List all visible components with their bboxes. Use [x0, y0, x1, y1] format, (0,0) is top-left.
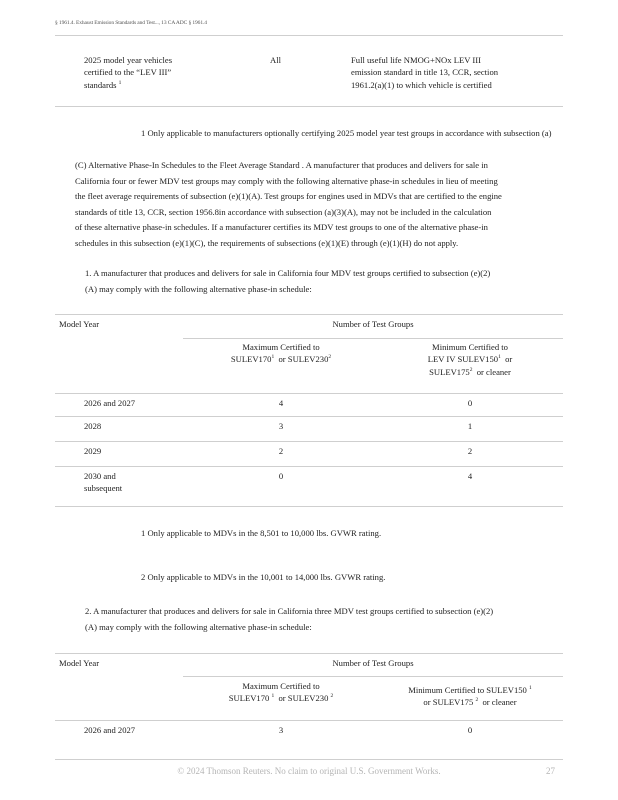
year-line: subsequent [84, 483, 123, 494]
paragraph-line: 1. A manufacturer that produces and delivers for sale in California four MDV test groups certified to subsection (e)(2) [85, 268, 491, 278]
table-row-year [84, 470, 122, 495]
header-word: or cleaner [476, 366, 511, 377]
standard-name: SULEV170 [228, 693, 270, 704]
paragraph-line: (A) may comply with the following alternative phase-in schedule: [85, 621, 312, 632]
table1-subheader-border [183, 338, 563, 339]
table-row-min: 2 [467, 446, 473, 456]
table-row-max: 2 [278, 446, 284, 456]
header-line: Maximum Certified to [242, 681, 320, 691]
footnote-ref: 1 [271, 693, 275, 700]
footnote-ref: 1 [498, 354, 501, 361]
table-row-max: 0 [278, 471, 284, 481]
table1-header-number-of-test-groups: Number of Test Groups [332, 319, 414, 329]
table-row-max: 4 [278, 398, 284, 408]
year-line: 2030 and [84, 471, 116, 481]
header-divider [55, 35, 563, 36]
footnote-table1-1: 1 Only applicable to MDVs in the 8,501 to 10,000 lbs. GVWR rating. [141, 528, 382, 538]
footer-copyright: © 2024 Thomson Reuters. No claim to original U.S. Government Works. [177, 766, 441, 776]
paragraph-line: the fleet average requirements of subsection (e)(1)(A). Test groups for engines used in MDVs that are certified to the engine [75, 191, 502, 201]
top-table-standard-line: Full useful life NMOG+NOx LEV III [351, 55, 481, 65]
standard-name: LEV IV SULEV150 [427, 354, 499, 365]
top-table-vehicle-line: 2025 model year vehicles [84, 55, 173, 65]
table2-subheader-border [183, 676, 563, 677]
header-word: or cleaner [482, 697, 517, 708]
table-row-divider [55, 466, 563, 467]
header-line: Minimum Certified to [432, 342, 508, 352]
footnote-ref: 2 [469, 367, 473, 374]
item-2-paragraph [85, 604, 575, 635]
paragraph-line: (C) Alternative Phase-In Schedules to the Fleet Average Standard . A manufacturer that produces and delivers for sale in [75, 160, 488, 170]
table-divider [55, 106, 563, 107]
table-row-divider [55, 441, 563, 442]
footnote-ref: 1 [529, 685, 532, 692]
paragraph-line: of these alternative phase-in schedules. If a manufacturer certifies its MDV test groups to one of the alternative phase-in [75, 222, 488, 232]
table2-header-maximum [183, 680, 379, 705]
table-row-max: 3 [278, 421, 284, 431]
top-table-vehicle-cell [84, 54, 264, 91]
top-table-standard-cell [351, 54, 551, 91]
table-row-max: 3 [278, 725, 284, 735]
top-table-vehicle-line: standards [84, 79, 117, 90]
table1-header-bottom-border [55, 393, 563, 394]
standard-name: SULEV170 [230, 354, 272, 365]
top-table-applicability-cell: All [270, 55, 281, 65]
item-1-paragraph [85, 266, 575, 297]
header-line: Maximum Certified to [242, 342, 320, 352]
table1-header-minimum [377, 341, 563, 378]
standard-name: or SULEV230 [278, 693, 329, 704]
footnote-ref: 2 [330, 693, 334, 700]
footnote-top: 1 Only applicable to manufacturers optionally certifying 2025 model year test groups in accordance with subsection (a) [141, 128, 552, 138]
footnote-ref: 2 [328, 354, 332, 361]
table2-header-model-year: Model Year [59, 658, 100, 668]
paragraph-line: (A) may comply with the following alternative phase-in schedule: [85, 283, 312, 294]
table1-header-model-year: Model Year [59, 319, 100, 329]
footnote-ref: 1 [271, 354, 275, 361]
table-row-year: 2028 [84, 421, 102, 431]
standard-name: Minimum Certified to SULEV150 [408, 685, 527, 695]
top-table-vehicle-line: certified to the “LEV III” [84, 67, 172, 78]
table-row-min: 4 [467, 471, 473, 481]
table1-header-maximum [183, 341, 379, 366]
standard-name: or SULEV230 [278, 354, 329, 365]
table2-header-number-of-test-groups: Number of Test Groups [332, 658, 414, 668]
standard-name: SULEV175 [429, 366, 470, 377]
table2-header-minimum [377, 684, 563, 709]
paragraph-line: 2. A manufacturer that produces and delivers for sale in California three MDV test groups certified to subsection (e)(2) [85, 606, 494, 616]
footnote-ref: 1 [118, 80, 122, 87]
table-row-min: 0 [467, 398, 473, 408]
footer-divider [55, 759, 563, 760]
table-row-min: 0 [467, 725, 473, 735]
table1-bottom-border [55, 506, 563, 507]
table2-header-bottom-border [55, 720, 563, 721]
footnote-table1-2: 2 Only applicable to MDVs in the 10,001 to 14,000 lbs. GVWR rating. [141, 572, 386, 582]
section-c-paragraph [75, 158, 575, 251]
running-header: § 1961.4. Exhaust Emission Standards and Test..., 13 CA ADC § 1961.4 [55, 20, 207, 26]
paragraph-line: California four or fewer MDV test groups may comply with the following alternative phase-in schedules in lieu of meeting [75, 175, 498, 186]
paragraph-line: schedules in this subsection (e)(1)(C), the requirements of subsections (e)(1)(E) through (e)(1)(H) do not apply. [75, 237, 459, 248]
table1-top-border [55, 314, 563, 315]
table-row-min: 1 [467, 421, 473, 431]
table-row-year: 2026 and 2027 [84, 725, 136, 735]
table-row-year: 2029 [84, 446, 102, 456]
page-number: 27 [546, 766, 555, 776]
table-row-year: 2026 and 2027 [84, 398, 136, 408]
table-row-divider [55, 416, 563, 417]
paragraph-line: standards of title 13, CCR, section 1956.8in accordance with subsection (a)(3)(A), may not be included in the calculation [75, 206, 492, 217]
table2-top-border [55, 653, 563, 654]
top-table-standard-line: 1961.2(a)(1) to which vehicle is certified [351, 79, 492, 90]
header-word: or [505, 354, 513, 365]
standard-name: or SULEV175 [423, 697, 474, 708]
top-table-standard-line: emission standard in title 13, CCR, section [351, 67, 499, 78]
footnote-ref: 2 [475, 697, 479, 704]
